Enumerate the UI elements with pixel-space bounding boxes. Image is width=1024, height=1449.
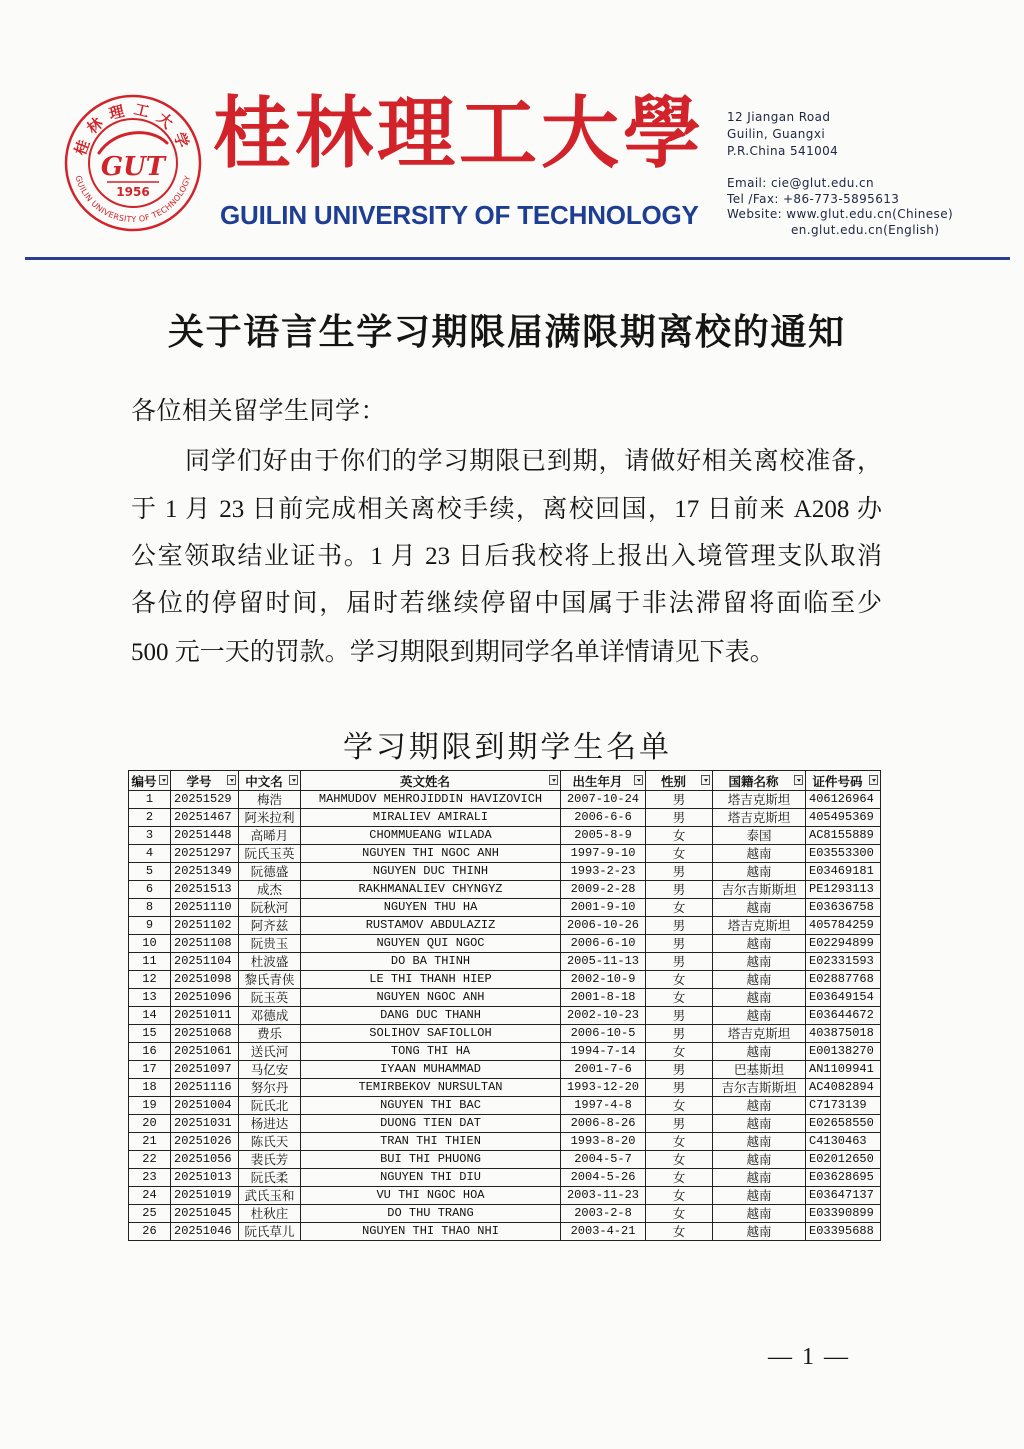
column-header-id-number bbox=[806, 771, 881, 791]
cell-birth-date: 2006-10-26 bbox=[561, 917, 646, 935]
table-row bbox=[129, 1007, 881, 1025]
cell-english-name: NGUYEN NGOC ANH bbox=[301, 989, 561, 1007]
cell-nationality: 越南 bbox=[713, 1007, 806, 1025]
cell-gender: 女 bbox=[646, 845, 713, 863]
cell-chinese-name: 高晞月 bbox=[239, 827, 301, 845]
cell-nationality: 越南 bbox=[713, 1133, 806, 1151]
cell-student-id: 20251349 bbox=[171, 863, 239, 881]
cell-student-id: 20251104 bbox=[171, 953, 239, 971]
cell-number: 20 bbox=[129, 1115, 171, 1133]
column-header-student-id bbox=[171, 771, 239, 791]
column-header-label: 证件号码 bbox=[812, 773, 863, 789]
page-number: — 1 — bbox=[768, 1344, 850, 1370]
filter-dropdown-icon bbox=[289, 775, 298, 785]
cell-birth-date: 2001-7-6 bbox=[561, 1061, 646, 1079]
cell-number: 8 bbox=[129, 899, 171, 917]
cell-id-number: PE1293113 bbox=[806, 881, 881, 899]
cell-id-number: E03390899 bbox=[806, 1205, 881, 1223]
cell-english-name: DANG DUC THANH bbox=[301, 1007, 561, 1025]
contact-website-chinese: Website: www.glut.edu.cn(Chinese) bbox=[727, 207, 954, 221]
cell-id-number: E02887768 bbox=[806, 971, 881, 989]
table-row bbox=[129, 863, 881, 881]
cell-nationality: 塔吉克斯坦 bbox=[713, 791, 806, 809]
body-line: 公室领取结业证书。1 月 23 日后我校将上报出入境管理支队取消 bbox=[131, 543, 882, 570]
cell-id-number: E03649154 bbox=[806, 989, 881, 1007]
cell-birth-date: 2001-8-18 bbox=[561, 989, 646, 1007]
cell-birth-date: 2005-11-13 bbox=[561, 953, 646, 971]
cell-english-name: MIRALIEV AMIRALI bbox=[301, 809, 561, 827]
cell-birth-date: 2003-11-23 bbox=[561, 1187, 646, 1205]
cell-english-name: RUSTAMOV ABDULAZIZ bbox=[301, 917, 561, 935]
cell-gender: 男 bbox=[646, 917, 713, 935]
cell-birth-date: 2001-9-10 bbox=[561, 899, 646, 917]
cell-id-number: E03395688 bbox=[806, 1223, 881, 1241]
cell-gender: 男 bbox=[646, 791, 713, 809]
cell-student-id: 20251056 bbox=[171, 1151, 239, 1169]
cell-nationality: 越南 bbox=[713, 863, 806, 881]
cell-student-id: 20251529 bbox=[171, 791, 239, 809]
column-header-label: 出生年月 bbox=[572, 773, 623, 789]
cell-student-id: 20251019 bbox=[171, 1187, 239, 1205]
body-line: 各位的停留时间，届时若继续停留中国属于非法滞留将面临至少 bbox=[131, 590, 882, 617]
cell-chinese-name: 阮氏柔 bbox=[239, 1169, 301, 1187]
cell-number: 2 bbox=[129, 809, 171, 827]
cell-chinese-name: 梅浩 bbox=[239, 791, 301, 809]
column-header-label: 中文名 bbox=[245, 773, 283, 789]
cell-chinese-name: 费乐 bbox=[239, 1025, 301, 1043]
cell-nationality: 巴基斯坦 bbox=[713, 1061, 806, 1079]
cell-student-id: 20251098 bbox=[171, 971, 239, 989]
seal-bottom-label: GUILIN UNIVERSITY OF TECHNOLOGY bbox=[73, 174, 193, 225]
table-row bbox=[129, 809, 881, 827]
university-name-chinese: 桂林理工大學 bbox=[213, 88, 706, 179]
cell-student-id: 20251513 bbox=[171, 881, 239, 899]
cell-id-number: C7173139 bbox=[806, 1097, 881, 1115]
cell-nationality: 塔吉克斯坦 bbox=[713, 809, 806, 827]
cell-birth-date: 2006-6-6 bbox=[561, 809, 646, 827]
table-row bbox=[129, 1133, 881, 1151]
cell-english-name: CHOMMUEANG WILADA bbox=[301, 827, 561, 845]
university-name-english: GUILIN UNIVERSITY OF TECHNOLOGY bbox=[220, 200, 699, 230]
seal-top-label: 桂林理工大学 bbox=[71, 100, 195, 158]
column-header-gender bbox=[646, 771, 713, 791]
cell-chinese-name: 马亿安 bbox=[239, 1061, 301, 1079]
cell-number: 22 bbox=[129, 1151, 171, 1169]
cell-chinese-name: 邓德成 bbox=[239, 1007, 301, 1025]
cell-birth-date: 2006-6-10 bbox=[561, 935, 646, 953]
cell-number: 3 bbox=[129, 827, 171, 845]
cell-gender: 女 bbox=[646, 1151, 713, 1169]
cell-number: 15 bbox=[129, 1025, 171, 1043]
cell-id-number: E03636758 bbox=[806, 899, 881, 917]
table-header-row bbox=[129, 771, 881, 791]
cell-number: 10 bbox=[129, 935, 171, 953]
cell-id-number: 406126964 bbox=[806, 791, 881, 809]
cell-id-number: E02012650 bbox=[806, 1151, 881, 1169]
cell-gender: 男 bbox=[646, 935, 713, 953]
cell-english-name: MAHMUDOV MEHROJIDDIN HAVIZOVICH bbox=[301, 791, 561, 809]
column-header-label: 学号 bbox=[186, 773, 212, 789]
cell-chinese-name: 杜秋庄 bbox=[239, 1205, 301, 1223]
contact-email: Email: cie@glut.edu.cn bbox=[727, 176, 874, 190]
cell-number: 24 bbox=[129, 1187, 171, 1205]
cell-english-name: TONG THI HA bbox=[301, 1043, 561, 1061]
cell-chinese-name: 阿米拉利 bbox=[239, 809, 301, 827]
cell-chinese-name: 阮玉英 bbox=[239, 989, 301, 1007]
filter-dropdown-icon bbox=[869, 775, 878, 785]
cell-chinese-name: 杨进达 bbox=[239, 1115, 301, 1133]
cell-chinese-name: 努尔丹 bbox=[239, 1079, 301, 1097]
cell-english-name: TRAN THI THIEN bbox=[301, 1133, 561, 1151]
cell-english-name: NGUYEN THI BAC bbox=[301, 1097, 561, 1115]
cell-birth-date: 1997-4-8 bbox=[561, 1097, 646, 1115]
cell-number: 18 bbox=[129, 1079, 171, 1097]
cell-number: 11 bbox=[129, 953, 171, 971]
table-row bbox=[129, 881, 881, 899]
cell-number: 4 bbox=[129, 845, 171, 863]
cell-chinese-name: 成杰 bbox=[239, 881, 301, 899]
cell-number: 5 bbox=[129, 863, 171, 881]
cell-number: 23 bbox=[129, 1169, 171, 1187]
cell-gender: 女 bbox=[646, 827, 713, 845]
filter-dropdown-icon bbox=[549, 775, 558, 785]
cell-birth-date: 2006-10-5 bbox=[561, 1025, 646, 1043]
cell-birth-date: 2002-10-23 bbox=[561, 1007, 646, 1025]
seal-swoosh-icon bbox=[99, 133, 167, 153]
cell-birth-date: 1997-9-10 bbox=[561, 845, 646, 863]
cell-english-name: BUI THI PHUONG bbox=[301, 1151, 561, 1169]
cell-nationality: 越南 bbox=[713, 1187, 806, 1205]
cell-id-number: E02331593 bbox=[806, 953, 881, 971]
cell-birth-date: 2003-2-8 bbox=[561, 1205, 646, 1223]
cell-student-id: 20251297 bbox=[171, 845, 239, 863]
cell-gender: 男 bbox=[646, 1007, 713, 1025]
cell-chinese-name: 黎氏青侠 bbox=[239, 971, 301, 989]
cell-nationality: 越南 bbox=[713, 1151, 806, 1169]
cell-student-id: 20251045 bbox=[171, 1205, 239, 1223]
cell-chinese-name: 阮贵玉 bbox=[239, 935, 301, 953]
cell-chinese-name: 阮氏北 bbox=[239, 1097, 301, 1115]
seal-top-text bbox=[71, 100, 195, 158]
cell-id-number: E02658550 bbox=[806, 1115, 881, 1133]
cell-nationality: 越南 bbox=[713, 1223, 806, 1241]
cell-nationality: 越南 bbox=[713, 1205, 806, 1223]
cell-birth-date: 1994-7-14 bbox=[561, 1043, 646, 1061]
cell-birth-date: 2006-8-26 bbox=[561, 1115, 646, 1133]
cell-birth-date: 1993-8-20 bbox=[561, 1133, 646, 1151]
table-row bbox=[129, 1223, 881, 1241]
cell-chinese-name: 送氏河 bbox=[239, 1043, 301, 1061]
cell-student-id: 20251004 bbox=[171, 1097, 239, 1115]
cell-student-id: 20251097 bbox=[171, 1061, 239, 1079]
cell-gender: 男 bbox=[646, 1115, 713, 1133]
cell-nationality: 越南 bbox=[713, 1097, 806, 1115]
filter-dropdown-icon bbox=[794, 775, 803, 785]
cell-chinese-name: 陈氏天 bbox=[239, 1133, 301, 1151]
cell-chinese-name: 阮氏玉英 bbox=[239, 845, 301, 863]
table-row bbox=[129, 845, 881, 863]
table-row bbox=[129, 791, 881, 809]
cell-chinese-name: 阮德盛 bbox=[239, 863, 301, 881]
cell-english-name: NGUYEN THI DIU bbox=[301, 1169, 561, 1187]
cell-student-id: 20251068 bbox=[171, 1025, 239, 1043]
address-line: Guilin, Guangxi bbox=[727, 127, 826, 141]
cell-gender: 男 bbox=[646, 1079, 713, 1097]
cell-gender: 女 bbox=[646, 971, 713, 989]
cell-gender: 女 bbox=[646, 1169, 713, 1187]
cell-gender: 男 bbox=[646, 1025, 713, 1043]
cell-nationality: 越南 bbox=[713, 1115, 806, 1133]
filter-dropdown-icon bbox=[701, 775, 710, 785]
column-header-chinese-name bbox=[239, 771, 301, 791]
notice-salutation: 各位相关留学生同学： bbox=[131, 398, 387, 425]
cell-gender: 女 bbox=[646, 1133, 713, 1151]
cell-nationality: 吉尔吉斯斯坦 bbox=[713, 1079, 806, 1097]
cell-chinese-name: 武氏玉和 bbox=[239, 1187, 301, 1205]
table-row bbox=[129, 935, 881, 953]
seal-year: 1956 bbox=[116, 185, 150, 199]
cell-gender: 女 bbox=[646, 1205, 713, 1223]
cell-nationality: 越南 bbox=[713, 1169, 806, 1187]
cell-nationality: 越南 bbox=[713, 971, 806, 989]
cell-id-number: E03469181 bbox=[806, 863, 881, 881]
cell-birth-date: 2004-5-7 bbox=[561, 1151, 646, 1169]
cell-english-name: DUONG TIEN DAT bbox=[301, 1115, 561, 1133]
cell-nationality: 塔吉克斯坦 bbox=[713, 1025, 806, 1043]
cell-nationality: 吉尔吉斯斯坦 bbox=[713, 881, 806, 899]
filter-dropdown-icon bbox=[227, 775, 236, 785]
table-row bbox=[129, 1205, 881, 1223]
cell-id-number: E00138270 bbox=[806, 1043, 881, 1061]
cell-birth-date: 2009-2-28 bbox=[561, 881, 646, 899]
student-table bbox=[128, 770, 881, 1241]
column-header-label: 国籍名称 bbox=[728, 773, 779, 789]
cell-english-name: NGUYEN THI THAO NHI bbox=[301, 1223, 561, 1241]
table-row bbox=[129, 1061, 881, 1079]
cell-gender: 女 bbox=[646, 899, 713, 917]
cell-gender: 男 bbox=[646, 881, 713, 899]
contact-website-english: en.glut.edu.cn(English) bbox=[791, 223, 940, 237]
column-header-birth-date bbox=[561, 771, 646, 791]
table-row bbox=[129, 1115, 881, 1133]
cell-english-name: NGUYEN THI NGOC ANH bbox=[301, 845, 561, 863]
cell-birth-date: 2003-4-21 bbox=[561, 1223, 646, 1241]
table-row bbox=[129, 953, 881, 971]
cell-english-name: NGUYEN THU HA bbox=[301, 899, 561, 917]
cell-student-id: 20251011 bbox=[171, 1007, 239, 1025]
filter-dropdown-icon bbox=[634, 775, 643, 785]
cell-student-id: 20251448 bbox=[171, 827, 239, 845]
column-header-label: 性别 bbox=[660, 773, 686, 789]
cell-english-name: NGUYEN DUC THINH bbox=[301, 863, 561, 881]
cell-chinese-name: 杜波盛 bbox=[239, 953, 301, 971]
cell-english-name: TEMIRBEKOV NURSULTAN bbox=[301, 1079, 561, 1097]
cell-student-id: 20251110 bbox=[171, 899, 239, 917]
cell-english-name: SOLIHOV SAFIOLLOH bbox=[301, 1025, 561, 1043]
university-seal-logo bbox=[63, 93, 203, 233]
cell-number: 25 bbox=[129, 1205, 171, 1223]
cell-birth-date: 2002-10-9 bbox=[561, 971, 646, 989]
cell-birth-date: 2004-5-26 bbox=[561, 1169, 646, 1187]
cell-english-name: LE THI THANH HIEP bbox=[301, 971, 561, 989]
student-table-body bbox=[129, 791, 881, 1241]
cell-number: 16 bbox=[129, 1043, 171, 1061]
table-row bbox=[129, 917, 881, 935]
cell-birth-date: 2005-8-9 bbox=[561, 827, 646, 845]
body-line: 同学们好由于你们的学习期限已到期，请做好相关离校准备， bbox=[185, 448, 882, 475]
cell-student-id: 20251046 bbox=[171, 1223, 239, 1241]
column-header-english-name bbox=[301, 771, 561, 791]
cell-id-number: 405495369 bbox=[806, 809, 881, 827]
cell-number: 12 bbox=[129, 971, 171, 989]
column-header-label: 英文姓名 bbox=[399, 773, 450, 789]
address-line: 12 Jiangan Road bbox=[727, 110, 831, 124]
cell-id-number: E03647137 bbox=[806, 1187, 881, 1205]
cell-number: 13 bbox=[129, 989, 171, 1007]
cell-gender: 女 bbox=[646, 989, 713, 1007]
cell-nationality: 越南 bbox=[713, 935, 806, 953]
cell-student-id: 20251102 bbox=[171, 917, 239, 935]
cell-english-name: DO THU TRANG bbox=[301, 1205, 561, 1223]
table-row bbox=[129, 1187, 881, 1205]
table-row bbox=[129, 1169, 881, 1187]
cell-id-number: E02294899 bbox=[806, 935, 881, 953]
address-line: P.R.China 541004 bbox=[727, 144, 839, 158]
cell-id-number: AC8155889 bbox=[806, 827, 881, 845]
cell-student-id: 20251013 bbox=[171, 1169, 239, 1187]
cell-nationality: 越南 bbox=[713, 899, 806, 917]
cell-english-name: IYAAN MUHAMMAD bbox=[301, 1061, 561, 1079]
cell-id-number: AN1109941 bbox=[806, 1061, 881, 1079]
cell-gender: 女 bbox=[646, 1187, 713, 1205]
table-row bbox=[129, 1079, 881, 1097]
notice-title: 关于语言生学习期限届满限期离校的通知 bbox=[168, 311, 844, 353]
cell-id-number: 405784259 bbox=[806, 917, 881, 935]
cell-nationality: 泰国 bbox=[713, 827, 806, 845]
cell-gender: 女 bbox=[646, 1223, 713, 1241]
body-line: 500 元一天的罚款。学习期限到期同学名单详情请见下表。 bbox=[131, 639, 775, 666]
cell-number: 1 bbox=[129, 791, 171, 809]
table-row bbox=[129, 899, 881, 917]
table-row bbox=[129, 1097, 881, 1115]
cell-chinese-name: 阮秋河 bbox=[239, 899, 301, 917]
table-row bbox=[129, 1043, 881, 1061]
cell-number: 17 bbox=[129, 1061, 171, 1079]
table-title: 学习期限到期学生名单 bbox=[343, 730, 669, 765]
seal-mark: GUT bbox=[100, 152, 166, 182]
cell-id-number: AC4082894 bbox=[806, 1079, 881, 1097]
cell-number: 9 bbox=[129, 917, 171, 935]
cell-number: 21 bbox=[129, 1133, 171, 1151]
cell-student-id: 20251061 bbox=[171, 1043, 239, 1061]
table-row bbox=[129, 1151, 881, 1169]
cell-number: 26 bbox=[129, 1223, 171, 1241]
contact-tel-fax: Tel /Fax: +86-773-5895613 bbox=[727, 192, 900, 206]
cell-gender: 女 bbox=[646, 1043, 713, 1061]
cell-english-name: RAKHMANALIEV CHYNGYZ bbox=[301, 881, 561, 899]
cell-gender: 女 bbox=[646, 1097, 713, 1115]
filter-dropdown-icon bbox=[159, 775, 168, 785]
cell-nationality: 越南 bbox=[713, 845, 806, 863]
cell-chinese-name: 阮氏草儿 bbox=[239, 1223, 301, 1241]
cell-english-name: NGUYEN QUI NGOC bbox=[301, 935, 561, 953]
cell-nationality: 越南 bbox=[713, 989, 806, 1007]
body-line: 于 1 月 23 日前完成相关离校手续，离校回国，17 日前来 A208 办 bbox=[131, 496, 882, 523]
cell-id-number: C4130463 bbox=[806, 1133, 881, 1151]
cell-gender: 男 bbox=[646, 809, 713, 827]
cell-birth-date: 2007-10-24 bbox=[561, 791, 646, 809]
cell-english-name: VU THI NGOC HOA bbox=[301, 1187, 561, 1205]
cell-student-id: 20251026 bbox=[171, 1133, 239, 1151]
cell-id-number: E03644672 bbox=[806, 1007, 881, 1025]
cell-id-number: E03553300 bbox=[806, 845, 881, 863]
table-row bbox=[129, 989, 881, 1007]
cell-number: 19 bbox=[129, 1097, 171, 1115]
cell-id-number: 403875018 bbox=[806, 1025, 881, 1043]
cell-student-id: 20251116 bbox=[171, 1079, 239, 1097]
cell-number: 14 bbox=[129, 1007, 171, 1025]
table-row bbox=[129, 1025, 881, 1043]
cell-gender: 男 bbox=[646, 953, 713, 971]
cell-chinese-name: 裴氏芳 bbox=[239, 1151, 301, 1169]
cell-student-id: 20251096 bbox=[171, 989, 239, 1007]
column-header-number bbox=[129, 771, 171, 791]
table-row bbox=[129, 971, 881, 989]
cell-birth-date: 1993-2-23 bbox=[561, 863, 646, 881]
cell-student-id: 20251467 bbox=[171, 809, 239, 827]
table-row bbox=[129, 827, 881, 845]
cell-birth-date: 1993-12-20 bbox=[561, 1079, 646, 1097]
column-header-nationality bbox=[713, 771, 806, 791]
cell-id-number: E03628695 bbox=[806, 1169, 881, 1187]
cell-chinese-name: 阿齐兹 bbox=[239, 917, 301, 935]
cell-nationality: 越南 bbox=[713, 1043, 806, 1061]
table-header bbox=[129, 771, 881, 791]
cell-english-name: DO BA THINH bbox=[301, 953, 561, 971]
cell-gender: 男 bbox=[646, 1061, 713, 1079]
cell-number: 6 bbox=[129, 881, 171, 899]
cell-nationality: 塔吉克斯坦 bbox=[713, 917, 806, 935]
cell-student-id: 20251031 bbox=[171, 1115, 239, 1133]
cell-gender: 男 bbox=[646, 863, 713, 881]
column-header-label: 编号 bbox=[131, 773, 157, 789]
cell-nationality: 越南 bbox=[713, 953, 806, 971]
letterhead-divider bbox=[25, 257, 1010, 260]
cell-student-id: 20251108 bbox=[171, 935, 239, 953]
